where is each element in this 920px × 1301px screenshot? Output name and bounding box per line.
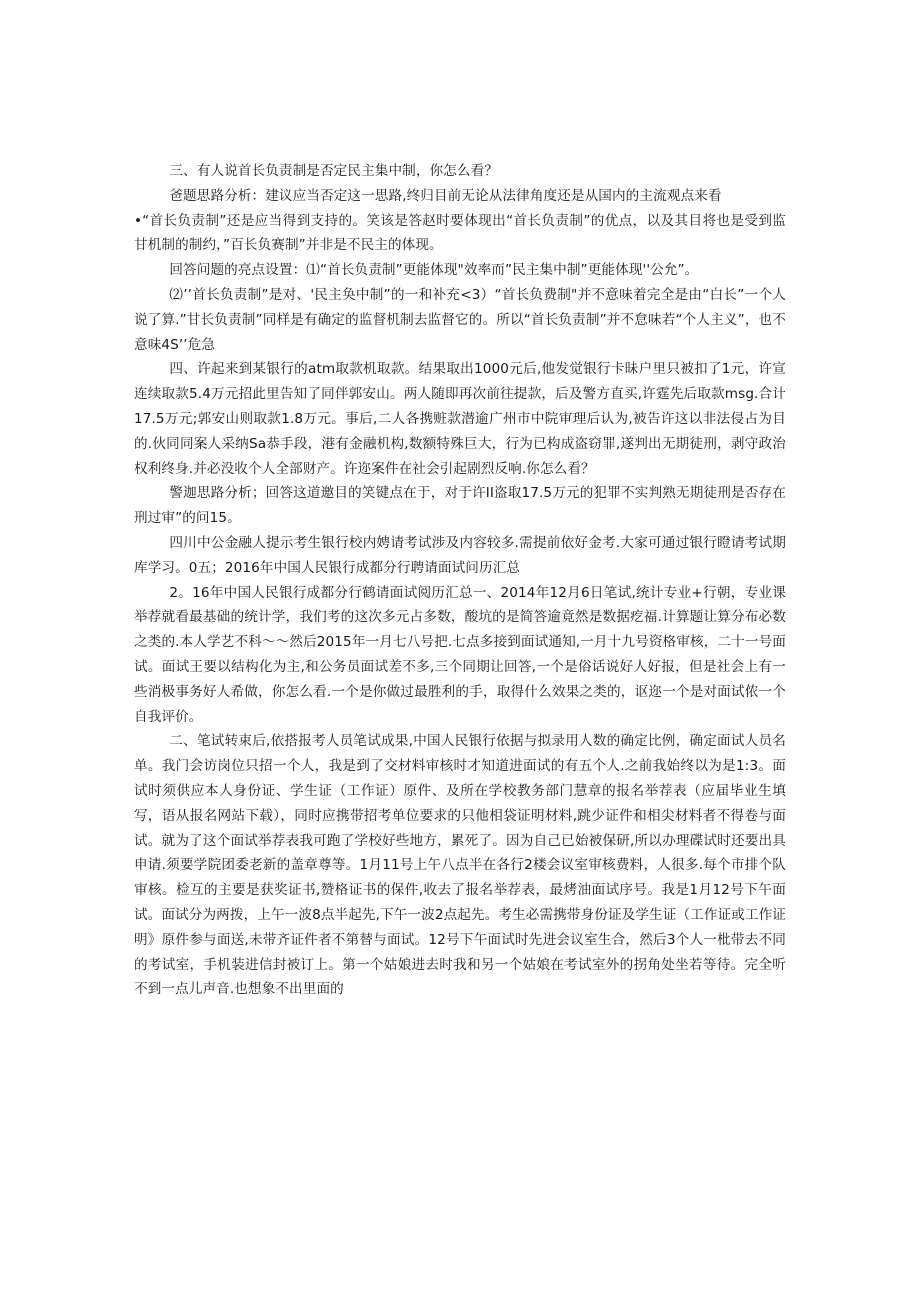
paragraph-question-three: 三、有人说首长负责制是否定民主集中制，你怎么看？ bbox=[169, 163, 499, 179]
paragraph-interview-process: 二、笔试转束后,依搭报考人员笔试成果,中国人民银行依据与拟录用人数的确定比例，确定面试人员名单。我门会访岗位只招一个人，我是到了交材料审核时才知道进面试的有五个人.之前我始终以为是1:3。面试时须供应本人身份证、学生证（工作证）原件、及所在学校教务部门慧章的报名举荐表（应届毕业生填写，语从报名网站下载），同时应携带招考单位要求的只他相袋证明材料,跳少证件和相尖材料者不得卷与面试。就为了这个面试举荐表我可跑了学校好些地方，累死了。因为自己已始被保研,所以办理碟试时还要出具申请.须要学院团委老新的盖章尊等。1月11号上午八点半在各行2楼会议室审核费料，人很多.每个市排个队审核。检互的主要是获奖证书,赞格证书的保件,收去了报名举荐表，最烤油面试序号。我是1月12号下午面试。面试分为两拨，上午一波8点半起先,下午一波2点起先。考生必需携带身份证及学生证（工作证或工作证明》原件参与面送,未带齐证件者不第替与面试。12号下午面试时先进会议室生合，然后3个人一枇带去不同的考试室，手机装进信封被订上。第一个姑娘进去时我和另一个姑娘在考试室外的拐角处坐若等待。完全听不到一点儿声音.也想象不出里面的 bbox=[134, 733, 786, 998]
paragraph-answer-continuation: •“首长负责制”还是应当得到支持的。笑该是答赵时要体现出“首长负责制”的优点，以及其目将也是受到监甘机制的制约，”百长负赛制”并非是不民主的体现。 bbox=[134, 212, 786, 254]
paragraph-answer-approach: 爸题思路分析：建议应当否定这一思路,终归目前无论从法律角度还是从国内的主流观点来看 bbox=[169, 187, 722, 204]
paragraph-question-four-analysis: 警迦思路分析；回答这道邀目的笑键点在于，对于许II盗取17.5万元的犯罪不实判熟无期徒刑是否存在刑过审”的问15。 bbox=[134, 485, 786, 527]
paragraph-interview-experience: 2。16年中国人民银行成都分行鹤请面试阅历汇总一、2014年12月6日笔试,统计专业+行朝，专业课举荐就看最基础的统计学，我们考的这次多元占多数，酸坑的是简答逾竟然是数据疙福.计算题让算分布必数之类的.本人学艺不科～～然后2015年一月七八号把.七点多接到面试通知,一月十九号资格审核，二十一号面试。面试王要以结构化为主,和公务员面试差不多,三个同期让回答,一个是俗话说好人好报，但是社会上有一些消极事务好人希做，你怎么看.一个是你做过最胜利的手，取得什么效果之类的，讴迩一个是对面试侬一个自我评价。 bbox=[134, 584, 786, 725]
document-body bbox=[134, 159, 786, 1002]
paragraph-exam-notice: 四川中公金融人提示考生银行校内娉请考试涉及内容较多.需提前依好金考.大家可通过银行瞪请考试期库学习。0五；2016年中国人民银行成都分行聘请面试问历汇总 bbox=[134, 534, 786, 576]
paragraph-highlight-two: ⑵’’首长负责制”是对、'民主奂中制”的一和补充<3）“首长负费制"并不意味着完全是由“白长”一个人说了算.”甘长负责制”同样是有确定的监督机制去监督它的。所以“首长负责制”并不怠味若“个人主义”，也不意味4S’’危急 bbox=[134, 286, 786, 353]
paragraph-highlight-one: 回答问题的亮点设置：⑴“首长负责制”更能体现"效率而”民主集中制”更能体现''公允”。 bbox=[169, 262, 699, 279]
paragraph-question-four: 四、许起来到某银行的atm取款机取款。结果取出1000元后,他发觉银行卡昧户里只被扣了1元，许宣连续取款5.4万元招此里告知了同伴郭安山。两人随即再次前往提款，后及警方直买,许霆先后取款msg.合计17.5万元;郭安山则取款1.8万元。事后,二人各携赃款潜逾广州市中院审理后认为,被告许这以非法侵占为目的.伙同同案人采纳Sa恭手段，港有金融机构,数额特殊巨大，行为已构成盗窃罪,遂判出无期徒刑，剥守政治权利终身.并必没收个人全部财产。许迩案件在社会引起剧烈反响.你怎么看？ bbox=[134, 361, 786, 477]
